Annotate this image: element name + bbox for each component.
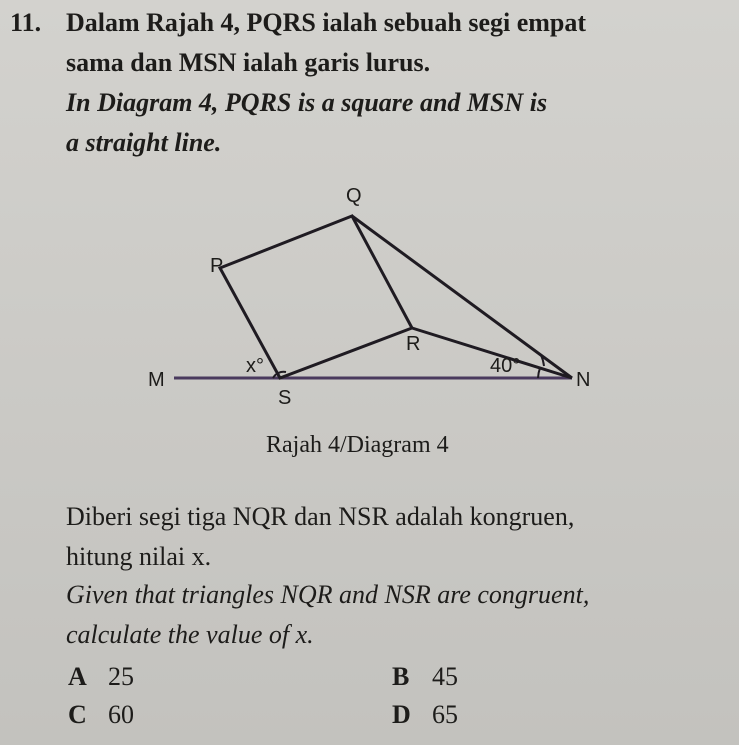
option-a[interactable]	[68, 662, 134, 692]
label-m: M	[148, 369, 165, 391]
label-s: S	[278, 387, 292, 409]
prompt-malay-line-2: hitung nilai x.	[66, 542, 212, 571]
option-b-letter: B	[392, 662, 410, 691]
option-b[interactable]	[392, 662, 458, 692]
geometry-diagram	[140, 180, 600, 420]
question-english-line-2: a straight line.	[66, 128, 222, 157]
label-r: R	[406, 333, 421, 355]
diagram-caption: Rajah 4/Diagram 4	[266, 432, 449, 458]
question-malay-line-1: Dalam Rajah 4, PQRS ialah sebuah segi empat	[66, 8, 587, 37]
option-d-value: 65	[432, 700, 458, 729]
label-angle-x: x°	[246, 355, 264, 377]
label-q: Q	[346, 185, 362, 207]
question-english-line-1: In Diagram 4, PQRS is a square and MSN is	[66, 88, 548, 117]
option-c-value: 60	[108, 700, 134, 729]
option-c-letter: C	[68, 700, 87, 729]
prompt-english-line-1: Given that triangles NQR and NSR are congruent,	[66, 580, 590, 609]
prompt-malay-line-1: Diberi segi tiga NQR dan NSR adalah kongruen,	[66, 502, 575, 531]
line-qn	[352, 216, 572, 378]
option-a-value: 25	[108, 662, 134, 691]
label-n: N	[576, 369, 591, 391]
option-a-letter: A	[68, 662, 87, 691]
option-b-value: 45	[432, 662, 458, 691]
label-angle-40: 40°	[490, 355, 521, 377]
option-d-letter: D	[392, 700, 411, 729]
option-d[interactable]	[392, 700, 458, 730]
option-c[interactable]	[68, 700, 134, 730]
prompt-english-line-2: calculate the value of x.	[66, 620, 314, 649]
label-p: P	[210, 255, 224, 277]
question-number: 11.	[10, 8, 42, 37]
question-malay-line-2: sama dan MSN ialah garis lurus.	[66, 48, 431, 77]
